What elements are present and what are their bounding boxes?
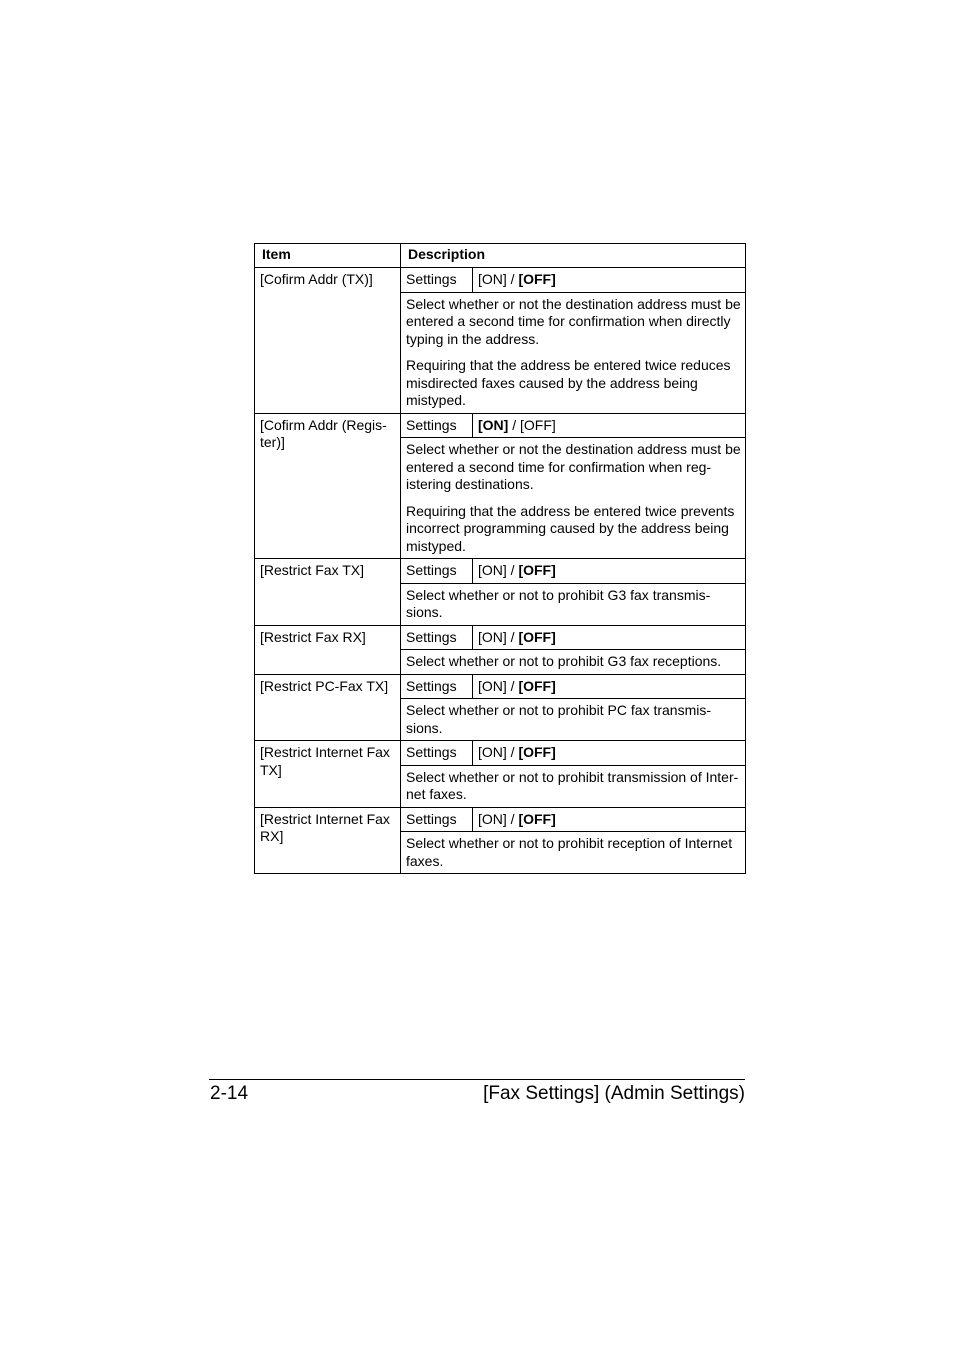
item-name: [Restrict PC-Fax TX] bbox=[255, 674, 401, 741]
table-row bbox=[255, 559, 746, 584]
settings-label: Settings bbox=[401, 413, 473, 438]
table-row bbox=[255, 741, 746, 766]
item-description bbox=[401, 438, 746, 559]
item-description bbox=[401, 583, 746, 625]
item-description bbox=[401, 699, 746, 741]
table-row bbox=[255, 807, 746, 832]
option-on: [ON] bbox=[478, 416, 509, 433]
header-item: Item bbox=[255, 244, 401, 268]
option-on: [ON] bbox=[478, 562, 507, 578]
option-off: [OFF] bbox=[520, 416, 556, 433]
settings-values bbox=[473, 559, 746, 584]
item-description bbox=[401, 765, 746, 807]
description-paragraph: Select whether or not to prohibit G3 fax transmis-sions. bbox=[406, 586, 711, 620]
settings-label: Settings bbox=[401, 674, 473, 699]
description-paragraph: Select whether or not the destination address must be entered a second time for confirmation when directly typing in the address. bbox=[406, 295, 741, 347]
item-name: [Cofirm Addr (TX)] bbox=[255, 268, 401, 414]
option-off: [OFF] bbox=[518, 271, 556, 287]
option-on: [ON] bbox=[478, 677, 507, 694]
settings-values bbox=[473, 807, 746, 832]
item-name: [Restrict Fax TX] bbox=[255, 559, 401, 626]
item-description bbox=[401, 650, 746, 675]
table-row bbox=[255, 625, 746, 650]
option-separator: / bbox=[506, 562, 519, 578]
section-title: [Fax Settings] (Admin Settings) bbox=[483, 1083, 745, 1104]
option-off: [OFF] bbox=[518, 744, 556, 760]
description-paragraph: Select whether or not the destination address must be entered a second time for confirmation when reg-istering destinations. bbox=[406, 441, 741, 492]
option-off: [OFF] bbox=[518, 562, 556, 578]
option-separator: / bbox=[508, 416, 520, 433]
settings-label: Settings bbox=[401, 625, 473, 650]
option-separator: / bbox=[506, 744, 519, 760]
table-header-row bbox=[255, 244, 746, 268]
item-name: [Restrict Internet Fax RX] bbox=[255, 807, 401, 874]
option-off: [OFF] bbox=[518, 677, 556, 694]
header-description: Description bbox=[401, 244, 746, 268]
table-row bbox=[255, 413, 746, 438]
option-separator: / bbox=[506, 677, 519, 694]
settings-label: Settings bbox=[401, 559, 473, 584]
option-off: [OFF] bbox=[518, 810, 556, 827]
table-row bbox=[255, 268, 746, 293]
item-name: [Restrict Fax RX] bbox=[255, 625, 401, 674]
option-on: [ON] bbox=[478, 628, 507, 645]
option-separator: / bbox=[506, 810, 519, 827]
description-paragraph: Select whether or not to prohibit G3 fax receptions. bbox=[406, 653, 722, 669]
settings-values bbox=[473, 413, 746, 438]
settings-values bbox=[473, 674, 746, 699]
option-on: [ON] bbox=[478, 271, 507, 287]
item-name: [Restrict Internet Fax TX] bbox=[255, 741, 401, 808]
settings-values bbox=[473, 741, 746, 766]
description-paragraph: Select whether or not to prohibit reception of Internet faxes. bbox=[406, 835, 733, 869]
option-on: [ON] bbox=[478, 810, 507, 827]
settings-label: Settings bbox=[401, 268, 473, 293]
option-on: [ON] bbox=[478, 744, 507, 760]
option-off: [OFF] bbox=[518, 628, 556, 645]
settings-label: Settings bbox=[401, 807, 473, 832]
settings-values bbox=[473, 625, 746, 650]
option-separator: / bbox=[506, 271, 519, 287]
description-paragraph: Requiring that the address be entered twice prevents incorrect programming caused by the address being mistyped. bbox=[406, 502, 735, 554]
settings-table bbox=[254, 243, 746, 874]
option-separator: / bbox=[506, 628, 519, 645]
item-description bbox=[401, 832, 746, 874]
table-row bbox=[255, 674, 746, 699]
item-description bbox=[401, 292, 746, 413]
settings-label: Settings bbox=[401, 741, 473, 766]
settings-values bbox=[473, 268, 746, 293]
description-paragraph: Requiring that the address be entered twice reduces misdirected faxes caused by the address being mistyped. bbox=[406, 357, 731, 408]
page-footer bbox=[209, 1079, 745, 1110]
description-paragraph: Select whether or not to prohibit PC fax transmis-sions. bbox=[406, 702, 712, 736]
page-number: 2-14 bbox=[210, 1083, 249, 1104]
table-body bbox=[255, 268, 746, 874]
description-paragraph: Select whether or not to prohibit transmission of Inter-net faxes. bbox=[406, 768, 739, 802]
item-name: [Cofirm Addr (Regis-ter)] bbox=[255, 413, 401, 559]
